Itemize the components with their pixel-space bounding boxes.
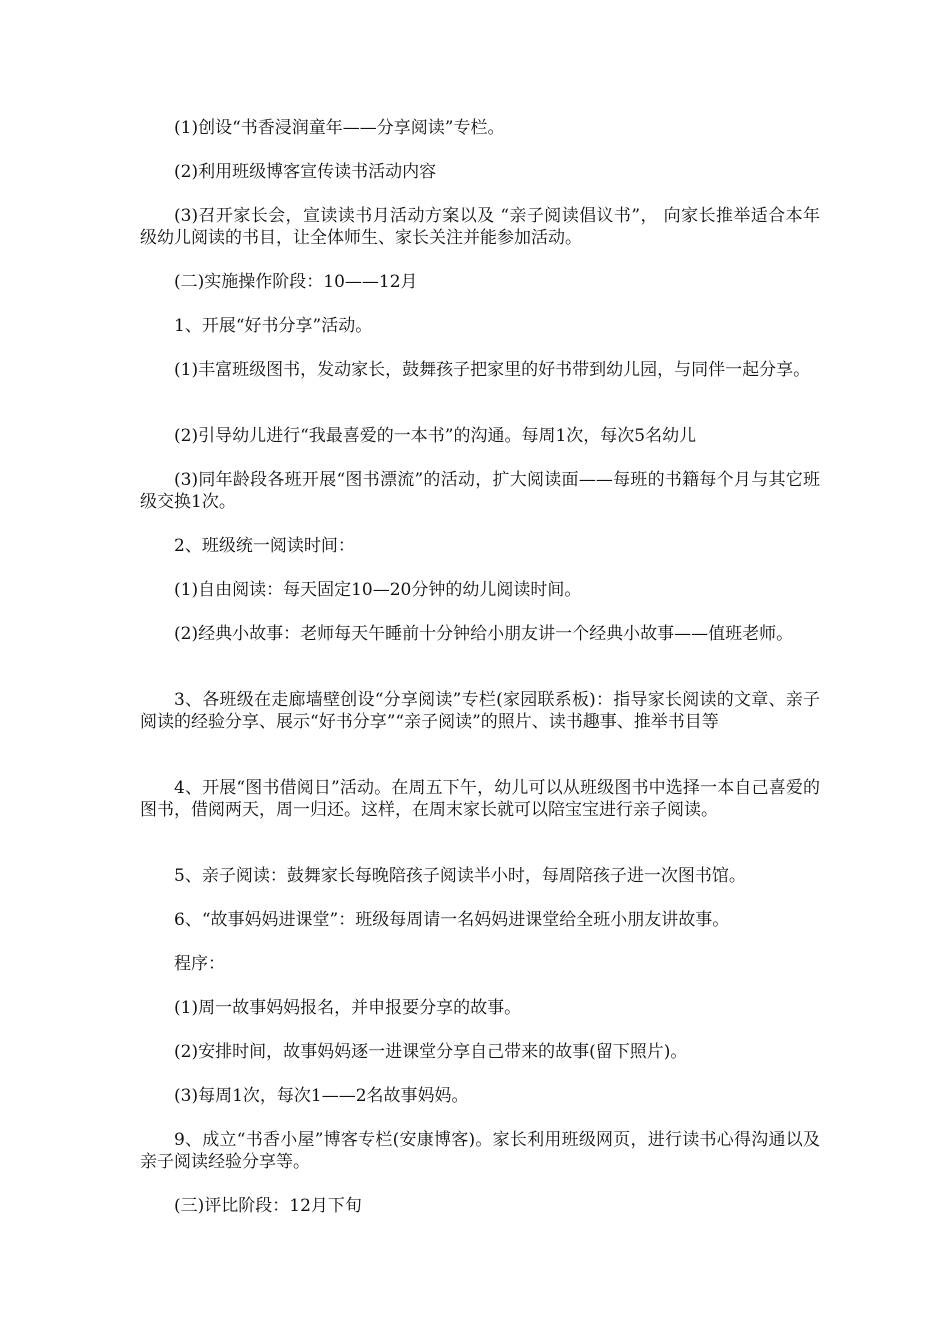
paragraph-21: (三)评比阶段：12月下旬: [174, 1196, 362, 1216]
paragraph-13: 4、开展“图书借阅日”活动。在周五下午，幼儿可以从班级图书中选择一本自己喜爱的图书，借阅两天，周一归还。这样，在周末家长就可以陪宝宝进行亲子阅读。: [140, 778, 820, 820]
paragraph-16: 程序：: [174, 954, 225, 974]
paragraph-20: 9、成立“书香小屋”博客专栏(安康博客)。家长利用班级网页，进行读书心得沟通以及亲子阅读经验分享等。: [140, 1130, 820, 1172]
paragraph-3: (3)召开家长会，宣读读书月活动方案以及 “亲子阅读倡议书”， 向家长推举适合本年级幼儿阅读的书目，让全体师生、家长关注并能参加活动。: [140, 206, 820, 248]
paragraph-7: (2)引导幼儿进行“我最喜爱的一本书”的沟通。每周1次，每次5名幼儿: [174, 426, 697, 446]
paragraph-8: (3)同年龄段各班开展“图书漂流”的活动，扩大阅读面——每班的书籍每个月与其它班级交换1次。: [140, 470, 820, 512]
paragraph-11: (2)经典小故事：老师每天午睡前十分钟给小朋友讲一个经典小故事——值班老师。: [174, 624, 794, 644]
paragraph-18: (2)安排时间，故事妈妈逐一进课堂分享自己带来的故事(留下照片)。: [174, 1042, 688, 1062]
paragraph-4: (二)实施操作阶段：10——12月: [174, 272, 418, 292]
paragraph-6: (1)丰富班级图书，发动家长，鼓舞孩子把家里的好书带到幼儿园，与同伴一起分享。: [174, 360, 811, 380]
paragraph-17: (1)周一故事妈妈报名，并申报要分享的故事。: [174, 998, 522, 1018]
paragraph-12: 3、各班级在走廊墙壁创设“分享阅读”专栏(家园联系板)：指导家长阅读的文章、亲子阅读的经验分享、展示“好书分享”“亲子阅读”的照片、读书趣事、推举书目等: [140, 690, 820, 732]
paragraph-10: (1)自由阅读：每天固定10—20分钟的幼儿阅读时间。: [174, 580, 582, 600]
paragraph-2: (2)利用班级博客宣传读书活动内容: [174, 162, 437, 182]
paragraph-15: 6、“故事妈妈进课堂”：班级每周请一名妈妈进课堂给全班小朋友讲故事。: [174, 910, 730, 930]
paragraph-5: 1、开展“好书分享”活动。: [174, 316, 373, 336]
paragraph-14: 5、亲子阅读：鼓舞家长每晚陪孩子阅读半小时，每周陪孩子进一次图书馆。: [174, 866, 746, 886]
paragraph-9: 2、班级统一阅读时间：: [174, 536, 355, 556]
paragraph-19: (3)每周1次，每次1——2名故事妈妈。: [174, 1086, 469, 1106]
paragraph-1: (1)创设“书香浸润童年——分享阅读”专栏。: [174, 118, 505, 138]
